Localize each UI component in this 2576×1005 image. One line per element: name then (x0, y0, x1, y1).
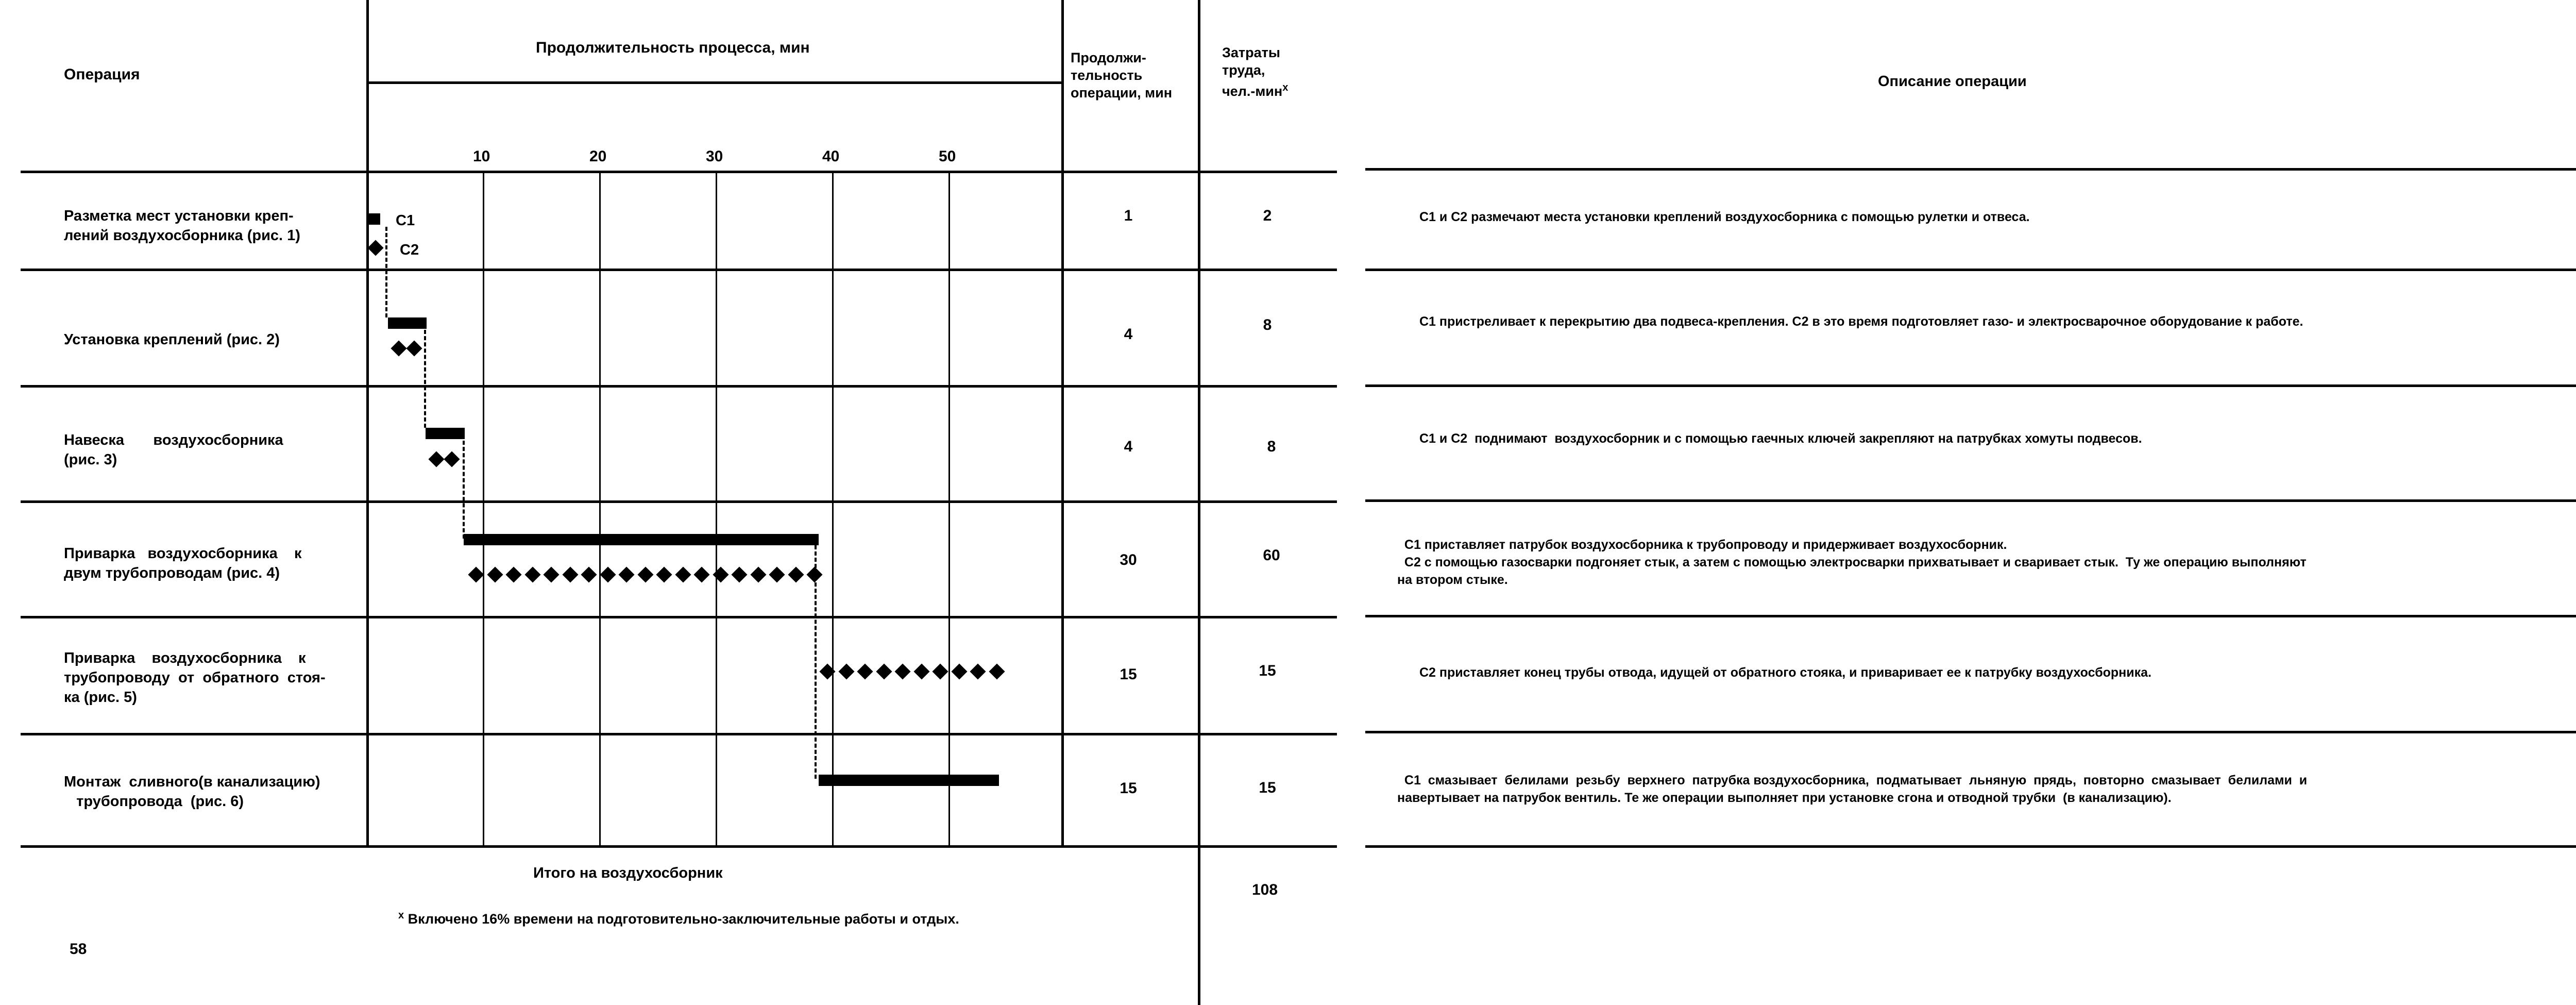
gantt-diamond (731, 566, 747, 582)
dash-link-2 (424, 330, 426, 428)
col-divider-op (366, 0, 369, 848)
gantt-diamond (769, 566, 785, 582)
dash-link-3 (463, 441, 465, 539)
gantt-diamond (951, 663, 967, 679)
total-value: 108 (1251, 881, 1278, 898)
desc-line-3 (1365, 499, 2576, 502)
gantt-diamond (524, 566, 540, 582)
desc-line-5 (1365, 731, 2576, 733)
worker-label-c2: С2 (400, 242, 419, 258)
footnote: $^x$ Включено 16% времени на подготовительно-заключительные работы и отдых. (398, 910, 959, 927)
description-1: С1 и С2 размечают места установки креплений воздухосборника с помощью рулетки и отвеса. (1419, 210, 2030, 224)
gantt-bar-c1-row2 (388, 317, 427, 329)
gantt-diamond (468, 566, 484, 582)
gridline-40 (832, 171, 834, 846)
process-duration-header: Продолжительность процесса, мин (536, 39, 810, 56)
gantt-diamond-c2-row1 (367, 240, 383, 256)
gantt-diamond-c2-row2-b (406, 340, 422, 356)
gantt-diamond (656, 566, 672, 582)
gantt-diamond (894, 663, 910, 679)
page-number-left: 58 (70, 941, 87, 958)
gantt-diamond (713, 566, 728, 582)
gantt-diamond (581, 566, 597, 582)
gridline-20 (599, 171, 601, 846)
header-split-line (366, 81, 1064, 84)
axis-tick-20: 20 (589, 148, 607, 165)
labor-value-1: 2 (1263, 207, 1272, 224)
axis-tick-30: 30 (706, 148, 723, 165)
gantt-diamond (989, 663, 1005, 679)
row-line-6 (21, 845, 1337, 848)
desc-line-0 (1365, 168, 2576, 171)
operation-name-6: Монтаж сливного(в канализацию) трубопровода (рис. 6) (64, 774, 320, 810)
row-line-2 (21, 385, 1337, 388)
gantt-diamond (562, 566, 578, 582)
labor-value-3: 8 (1267, 438, 1276, 455)
desc-line-6 (1365, 845, 2576, 848)
worker-label-c1: С1 (396, 212, 415, 229)
desc-line-1 (1365, 269, 2576, 271)
gantt-diamond (838, 663, 854, 679)
dash-link-1 (385, 227, 387, 317)
gantt-diamond (970, 663, 986, 679)
row-line-5 (21, 733, 1337, 735)
labor-value-5: 15 (1259, 662, 1276, 679)
footnote-mark: x (398, 910, 404, 921)
gantt-diamond (675, 566, 691, 582)
row-line-4 (21, 616, 1337, 618)
labor-value-2: 8 (1263, 316, 1272, 333)
duration-value-6: 15 (1120, 780, 1137, 797)
header-bottom-line (21, 171, 1337, 173)
gridline-10 (483, 171, 484, 846)
gantt-diamond (637, 566, 653, 582)
labor-value-6: 15 (1259, 779, 1276, 796)
gantt-bar-c1-row6 (819, 775, 999, 786)
operation-header: Операция (64, 66, 140, 83)
desc-line-4 (1365, 615, 2576, 617)
labor-footnote-mark: x (1282, 82, 1289, 93)
axis-tick-50: 50 (939, 148, 956, 165)
gantt-diamond (788, 566, 804, 582)
gantt-diamond-c2-row3-b (444, 451, 460, 467)
gridline-30 (716, 171, 717, 846)
gantt-bar-c1-row1 (368, 213, 380, 225)
duration-value-5: 15 (1120, 666, 1137, 683)
description-5: С2 приставляет конец трубы отвода, идущей от обратного стояка, и приваривает ее к патрубку воздухосборника. (1419, 665, 2152, 680)
gantt-diamond (618, 566, 634, 582)
gantt-diamond (487, 566, 503, 582)
gantt-diamond (600, 566, 616, 582)
desc-line-2 (1365, 384, 2576, 387)
duration-value-1: 1 (1124, 207, 1133, 224)
op-duration-header: Продолжи- тельность операции, мин (1071, 50, 1173, 100)
axis-tick-10: 10 (473, 148, 490, 165)
total-label: Итого на воздухосборник (533, 865, 723, 881)
gantt-bar-c1-row3 (426, 428, 465, 439)
operation-name-2: Установка креплений (рис. 2) (64, 331, 280, 348)
description-4: С1 приставляет патрубок воздухосборника к трубопроводу и придерживает воздухосборник. С2 с помощью газосварки подгоняет стык, а затем с помощью электросварки прихватывает и сваривает стык. Ту же операцию выполняют на втором стыке. (1397, 538, 2307, 587)
description-3: С1 и С2 поднимают воздухосборник и с помощью гаечных ключей закрепляют на патрубках хомуты подвесов. (1419, 431, 2142, 446)
gridline-50 (948, 171, 950, 846)
gantt-diamond-c2-row3-a (428, 451, 444, 467)
labor-value-4: 60 (1263, 547, 1280, 564)
row-line-1 (21, 269, 1337, 271)
gantt-diamond-c2-row2-a (391, 340, 406, 356)
row-line-3 (21, 500, 1337, 503)
labor-header: Затраты труда, чел.-мин$^x$ (1222, 45, 1289, 99)
dash-link-4 (815, 545, 817, 779)
operation-name-5: Приварка воздухосборника к трубопроводу от обратного стоя- ка (рис. 5) (64, 650, 326, 706)
gantt-diamond (693, 566, 709, 582)
duration-value-3: 4 (1124, 438, 1133, 455)
duration-value-2: 4 (1124, 326, 1133, 343)
gantt-diamond (932, 663, 948, 679)
gantt-diamond (857, 663, 873, 679)
axis-tick-40: 40 (822, 148, 840, 165)
operation-name-3: Навеска воздухосборника (рис. 3) (64, 432, 283, 468)
operation-name-1: Разметка мест установки креп- лений воздухосборника (рис. 1) (64, 208, 300, 244)
description-header: Описание операции (1878, 73, 2027, 90)
col-divider-chart (1061, 0, 1064, 848)
duration-value-4: 30 (1120, 551, 1137, 568)
operation-name-4: Приварка воздухосборника к двум трубопроводам (рис. 4) (64, 545, 302, 581)
gantt-diamond (913, 663, 929, 679)
gantt-diamond (505, 566, 521, 582)
gantt-bar-c1-row4 (464, 534, 819, 545)
description-6: С1 смазывает белилами резьбу верхнего патрубка воздухосборника, подматывает льняную прядь, повторно смазывает белилами и навертывает на патрубок вентиль. Те же операции выполняет при установке сгона и отводной трубки (в канализацию). (1397, 773, 2308, 805)
gantt-diamond (543, 566, 559, 582)
gantt-diamond (876, 663, 892, 679)
gantt-diamond (750, 566, 766, 582)
description-2: С1 пристреливает к перекрытию два подвеса-крепления. С2 в это время подготовляет газо- и электросварочное оборудование к работе. (1419, 314, 2303, 329)
